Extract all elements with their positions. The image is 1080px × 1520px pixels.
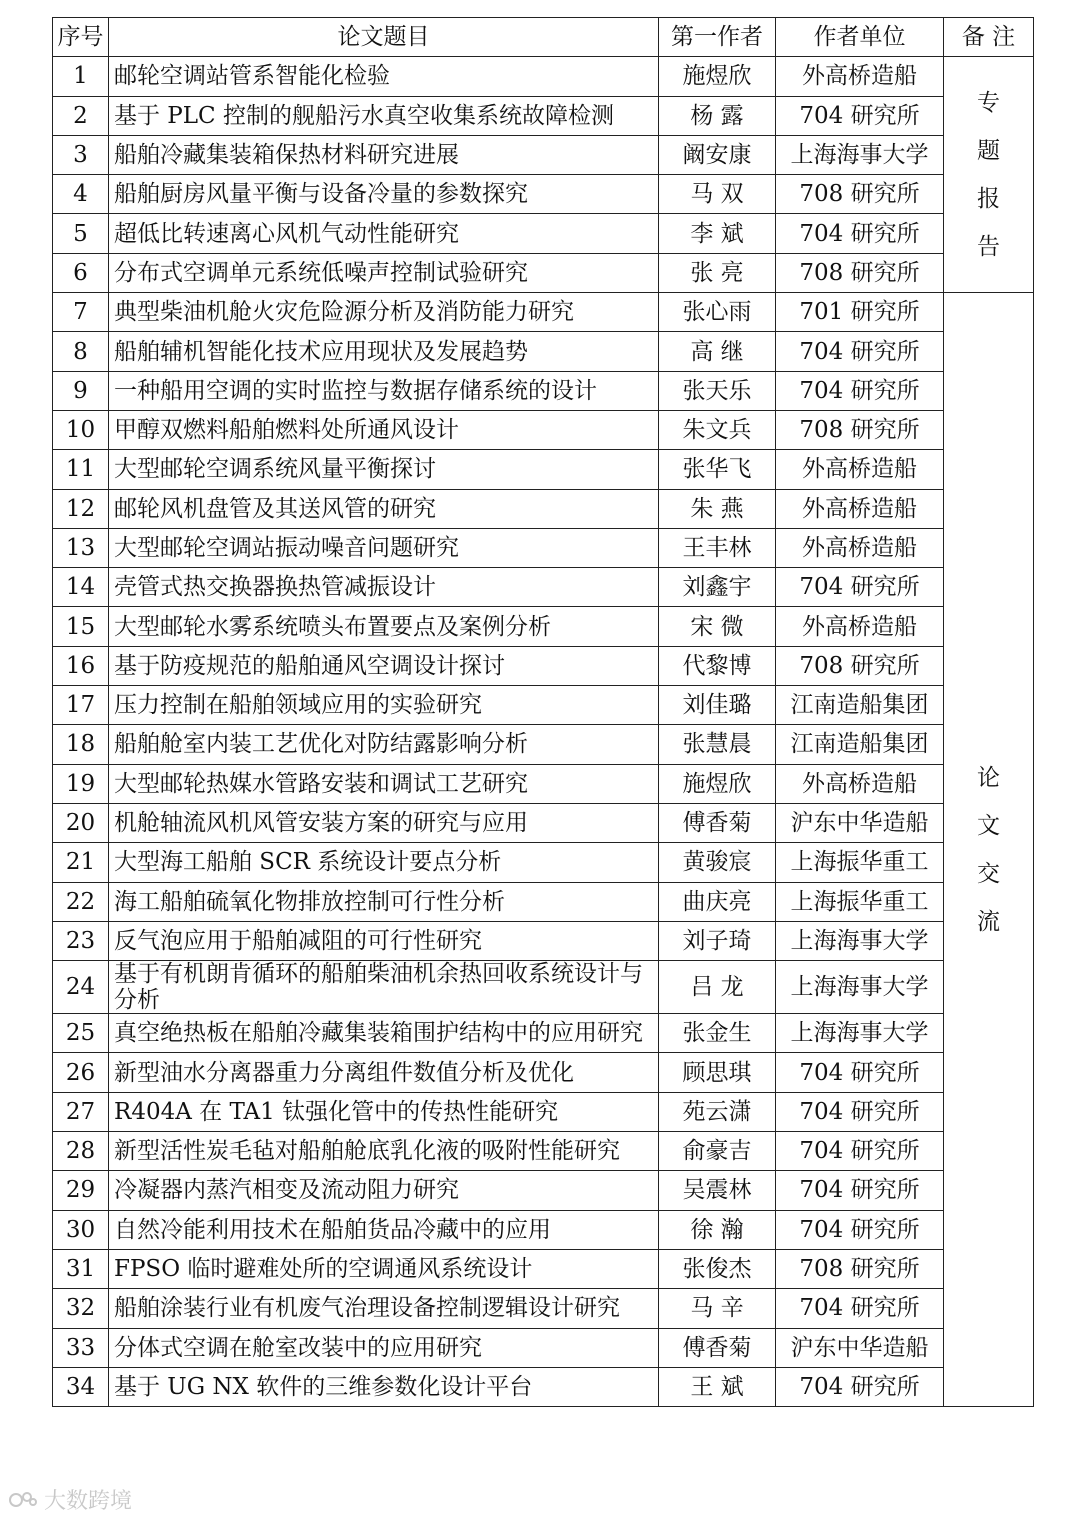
cell-author: 刘佳璐 — [659, 686, 776, 725]
watermark-text: 大数跨境 — [44, 1489, 133, 1514]
cell-no: 3 — [53, 135, 109, 174]
header-title: 论文题目 — [109, 18, 659, 57]
table-row — [53, 686, 1034, 725]
cell-unit: 外高桥造船 — [776, 764, 944, 803]
cell-author: 张 亮 — [659, 253, 776, 292]
table-row — [53, 764, 1034, 803]
table-body — [53, 57, 1034, 1407]
cell-no: 13 — [53, 528, 109, 567]
cell-title: 基于 PLC 控制的舰船污水真空收集系统故障检测 — [109, 96, 659, 135]
cell-author: 高 继 — [659, 332, 776, 371]
cell-unit: 外高桥造船 — [776, 450, 944, 489]
table-row — [53, 135, 1034, 174]
cell-author: 刘鑫宇 — [659, 568, 776, 607]
cell-title: 船舶厨房风量平衡与设备冷量的参数探究 — [109, 175, 659, 214]
cell-no: 8 — [53, 332, 109, 371]
cell-unit: 708 研究所 — [776, 1249, 944, 1288]
cell-author: 张心雨 — [659, 293, 776, 332]
cell-no: 10 — [53, 410, 109, 449]
cell-unit: 704 研究所 — [776, 1289, 944, 1328]
watermark — [8, 1484, 132, 1515]
table-row — [53, 1053, 1034, 1092]
cell-unit: 上海海事大学 — [776, 961, 944, 1014]
cell-author: 马 双 — [659, 175, 776, 214]
cell-author: 黄骏宸 — [659, 843, 776, 882]
table-row — [53, 1249, 1034, 1288]
cell-author: 张天乐 — [659, 371, 776, 410]
cell-unit: 708 研究所 — [776, 410, 944, 449]
cell-title: 典型柴油机舱火灾危险源分析及消防能力研究 — [109, 293, 659, 332]
cell-title: R404A 在 TA1 钛强化管中的传热性能研究 — [109, 1092, 659, 1131]
cell-author: 朱文兵 — [659, 410, 776, 449]
cell-title: 基于防疫规范的船舶通风空调设计探讨 — [109, 646, 659, 685]
cell-no: 26 — [53, 1053, 109, 1092]
cell-no: 6 — [53, 253, 109, 292]
table-row — [53, 1328, 1034, 1367]
cell-title: 大型邮轮水雾系统喷头布置要点及案例分析 — [109, 607, 659, 646]
cell-unit: 704 研究所 — [776, 1171, 944, 1210]
cell-author: 吴震林 — [659, 1171, 776, 1210]
cell-title: 大型海工船舶 SCR 系统设计要点分析 — [109, 843, 659, 882]
cell-author: 吕 龙 — [659, 961, 776, 1014]
cell-no: 30 — [53, 1210, 109, 1249]
cell-author: 朱 燕 — [659, 489, 776, 528]
note-special-report — [944, 57, 1034, 293]
cell-title: 邮轮空调站管系智能化检验 — [109, 57, 659, 96]
cell-title: 真空绝热板在船舶冷藏集装箱围护结构中的应用研究 — [109, 1014, 659, 1053]
cell-no: 15 — [53, 607, 109, 646]
table-row — [53, 528, 1034, 567]
table-row — [53, 568, 1034, 607]
cell-unit: 708 研究所 — [776, 253, 944, 292]
cell-no: 29 — [53, 1171, 109, 1210]
cell-no: 32 — [53, 1289, 109, 1328]
table-row — [53, 1132, 1034, 1171]
cell-no: 34 — [53, 1367, 109, 1406]
cell-author: 李 斌 — [659, 214, 776, 253]
cell-title: 邮轮风机盘管及其送风管的研究 — [109, 489, 659, 528]
table-row — [53, 1289, 1034, 1328]
cell-author: 宋 微 — [659, 607, 776, 646]
paper-list-table — [52, 17, 1034, 1407]
cell-unit: 江南造船集团 — [776, 725, 944, 764]
table-row — [53, 410, 1034, 449]
cell-unit: 704 研究所 — [776, 568, 944, 607]
table-row — [53, 450, 1034, 489]
cell-no: 5 — [53, 214, 109, 253]
table-row — [53, 921, 1034, 960]
note-label: 专题报告 — [977, 89, 1000, 260]
cell-no: 28 — [53, 1132, 109, 1171]
cell-title: 大型邮轮空调站振动噪音问题研究 — [109, 528, 659, 567]
table-row — [53, 1210, 1034, 1249]
cell-title: 冷凝器内蒸汽相变及流动阻力研究 — [109, 1171, 659, 1210]
cell-author: 杨 露 — [659, 96, 776, 135]
cell-unit: 704 研究所 — [776, 214, 944, 253]
cell-title: 分布式空调单元系统低噪声控制试验研究 — [109, 253, 659, 292]
table-row — [53, 371, 1034, 410]
cell-author: 马 辛 — [659, 1289, 776, 1328]
cell-unit: 704 研究所 — [776, 1210, 944, 1249]
cell-author: 张华飞 — [659, 450, 776, 489]
header-note: 备 注 — [944, 18, 1034, 57]
cell-title: 船舶涂装行业有机废气治理设备控制逻辑设计研究 — [109, 1289, 659, 1328]
cell-no: 9 — [53, 371, 109, 410]
cell-author: 王丰林 — [659, 528, 776, 567]
cell-title: 自然冷能利用技术在船舶货品冷藏中的应用 — [109, 1210, 659, 1249]
cell-author: 曲庆亮 — [659, 882, 776, 921]
table-row — [53, 96, 1034, 135]
cell-author: 俞豪吉 — [659, 1132, 776, 1171]
cell-title: 超低比转速离心风机气动性能研究 — [109, 214, 659, 253]
cell-title: 基于有机朗肯循环的船舶柴油机余热回收系统设计与分析 — [109, 961, 659, 1014]
table-row — [53, 489, 1034, 528]
cell-no: 17 — [53, 686, 109, 725]
cell-unit: 上海振华重工 — [776, 882, 944, 921]
table-row — [53, 57, 1034, 96]
cell-no: 7 — [53, 293, 109, 332]
note-paper-exchange — [944, 293, 1034, 1407]
cell-no: 23 — [53, 921, 109, 960]
table-row — [53, 214, 1034, 253]
cell-author: 张慧晨 — [659, 725, 776, 764]
cell-title: 基于 UG NX 软件的三维参数化设计平台 — [109, 1367, 659, 1406]
cell-unit: 沪东中华造船 — [776, 803, 944, 842]
cell-title: 甲醇双燃料船舶燃料处所通风设计 — [109, 410, 659, 449]
cell-no: 4 — [53, 175, 109, 214]
cell-unit: 704 研究所 — [776, 1053, 944, 1092]
cell-title: 反气泡应用于船舶减阻的可行性研究 — [109, 921, 659, 960]
cell-title: 船舶辅机智能化技术应用现状及发展趋势 — [109, 332, 659, 371]
cell-title: 船舶冷藏集装箱保热材料研究进展 — [109, 135, 659, 174]
cell-unit: 外高桥造船 — [776, 489, 944, 528]
cell-unit: 沪东中华造船 — [776, 1328, 944, 1367]
cell-author: 徐 瀚 — [659, 1210, 776, 1249]
cell-unit: 704 研究所 — [776, 371, 944, 410]
cell-no: 12 — [53, 489, 109, 528]
cell-unit: 704 研究所 — [776, 1367, 944, 1406]
table-row — [53, 1014, 1034, 1053]
cell-title: 一种船用空调的实时监控与数据存储系统的设计 — [109, 371, 659, 410]
cell-title: 新型油水分离器重力分离组件数值分析及优化 — [109, 1053, 659, 1092]
cell-no: 14 — [53, 568, 109, 607]
cell-no: 16 — [53, 646, 109, 685]
header-row — [53, 18, 1034, 57]
cell-unit: 上海海事大学 — [776, 921, 944, 960]
cell-no: 20 — [53, 803, 109, 842]
note-label: 论文交流 — [977, 764, 1000, 935]
cell-no: 2 — [53, 96, 109, 135]
cell-unit: 江南造船集团 — [776, 686, 944, 725]
table-row — [53, 253, 1034, 292]
cell-author: 施煜欣 — [659, 764, 776, 803]
cell-unit: 上海海事大学 — [776, 135, 944, 174]
table-row — [53, 725, 1034, 764]
table-row — [53, 607, 1034, 646]
cell-unit: 704 研究所 — [776, 96, 944, 135]
header-author: 第一作者 — [659, 18, 776, 57]
cell-title: 大型邮轮热媒水管路安装和调试工艺研究 — [109, 764, 659, 803]
cell-title: 海工船舶硫氧化物排放控制可行性分析 — [109, 882, 659, 921]
cell-author: 顾思琪 — [659, 1053, 776, 1092]
header-no: 序号 — [53, 18, 109, 57]
table-row — [53, 1367, 1034, 1406]
cell-author: 刘子琦 — [659, 921, 776, 960]
cell-no: 27 — [53, 1092, 109, 1131]
cell-unit: 外高桥造船 — [776, 528, 944, 567]
table-row — [53, 1171, 1034, 1210]
cell-unit: 708 研究所 — [776, 175, 944, 214]
table-row — [53, 961, 1034, 1014]
cell-author: 阚安康 — [659, 135, 776, 174]
table-row — [53, 882, 1034, 921]
table-row — [53, 646, 1034, 685]
cell-unit: 外高桥造船 — [776, 607, 944, 646]
cell-title: FPSO 临时避难处所的空调通风系统设计 — [109, 1249, 659, 1288]
table-row — [53, 843, 1034, 882]
cell-no: 33 — [53, 1328, 109, 1367]
cell-no: 24 — [53, 961, 109, 1014]
cell-author: 代黎博 — [659, 646, 776, 685]
cell-no: 19 — [53, 764, 109, 803]
table-row — [53, 803, 1034, 842]
brand-logo-icon — [8, 1489, 38, 1511]
table-row — [53, 332, 1034, 371]
cell-unit: 701 研究所 — [776, 293, 944, 332]
cell-unit: 704 研究所 — [776, 1132, 944, 1171]
cell-no: 31 — [53, 1249, 109, 1288]
cell-no: 18 — [53, 725, 109, 764]
cell-no: 11 — [53, 450, 109, 489]
cell-title: 壳管式热交换器换热管减振设计 — [109, 568, 659, 607]
cell-unit: 上海振华重工 — [776, 843, 944, 882]
cell-author: 张俊杰 — [659, 1249, 776, 1288]
table-row — [53, 1092, 1034, 1131]
cell-unit: 上海海事大学 — [776, 1014, 944, 1053]
cell-author: 王 斌 — [659, 1367, 776, 1406]
cell-author: 傅香菊 — [659, 1328, 776, 1367]
cell-unit: 704 研究所 — [776, 1092, 944, 1131]
cell-no: 25 — [53, 1014, 109, 1053]
cell-title: 船舶舱室内装工艺优化对防结露影响分析 — [109, 725, 659, 764]
cell-title: 机舱轴流风机风管安装方案的研究与应用 — [109, 803, 659, 842]
cell-unit: 704 研究所 — [776, 332, 944, 371]
cell-author: 施煜欣 — [659, 57, 776, 96]
cell-author: 苑云潇 — [659, 1092, 776, 1131]
cell-title: 新型活性炭毛毡对船舶舱底乳化液的吸附性能研究 — [109, 1132, 659, 1171]
cell-no: 22 — [53, 882, 109, 921]
cell-no: 21 — [53, 843, 109, 882]
table-row — [53, 175, 1034, 214]
cell-author: 张金生 — [659, 1014, 776, 1053]
cell-author: 傅香菊 — [659, 803, 776, 842]
cell-title: 压力控制在船舶领域应用的实验研究 — [109, 686, 659, 725]
cell-title: 大型邮轮空调系统风量平衡探讨 — [109, 450, 659, 489]
header-unit: 作者单位 — [776, 18, 944, 57]
cell-unit: 708 研究所 — [776, 646, 944, 685]
cell-unit: 外高桥造船 — [776, 57, 944, 96]
table-row — [53, 293, 1034, 332]
cell-title: 分体式空调在舱室改装中的应用研究 — [109, 1328, 659, 1367]
cell-no: 1 — [53, 57, 109, 96]
